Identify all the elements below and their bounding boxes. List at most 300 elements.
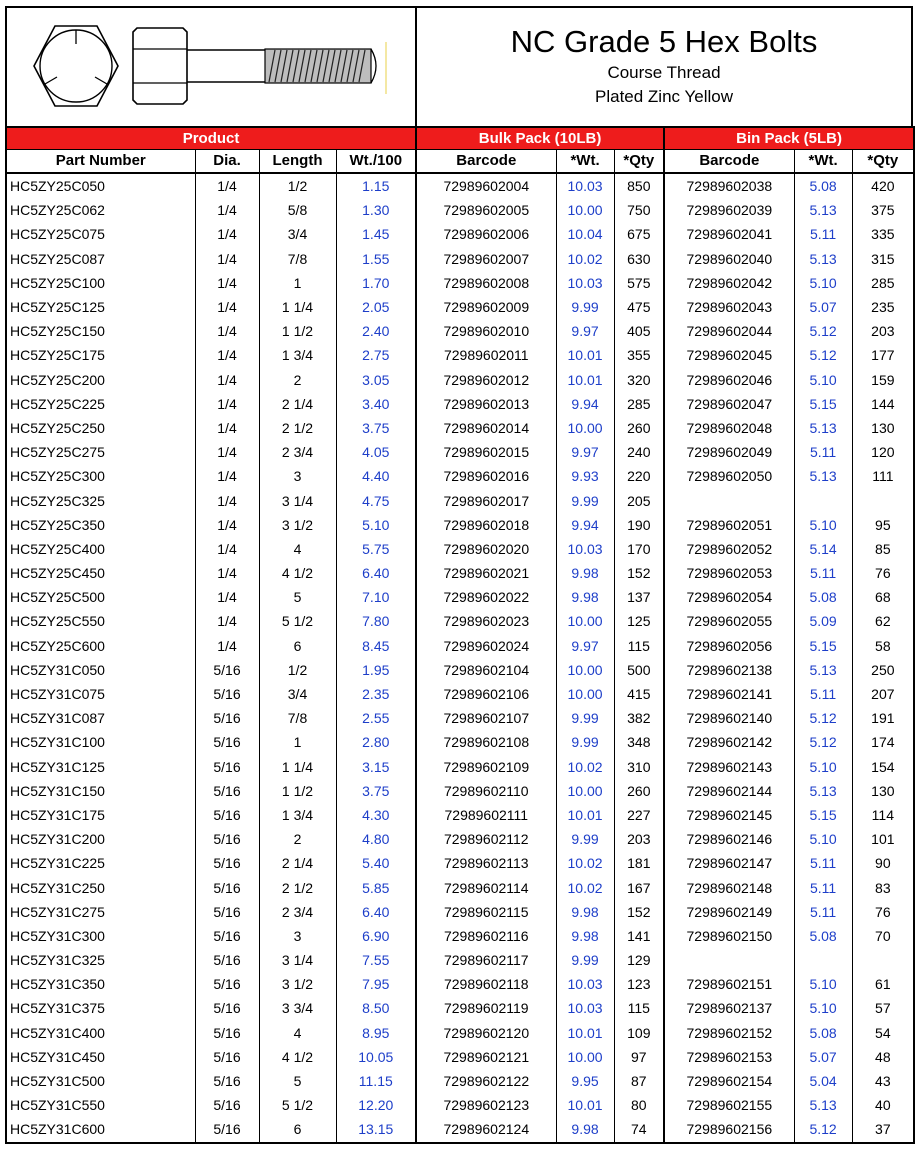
cell-bulk-qty: 123 — [614, 972, 664, 996]
cell-bin-qty: 90 — [852, 851, 914, 875]
cell-dia: 1/4 — [195, 513, 259, 537]
cell-bin-barcode: 72989602150 — [664, 924, 794, 948]
cell-dia: 1/4 — [195, 222, 259, 246]
sheet-header — [5, 6, 913, 126]
cell-dia: 1/4 — [195, 271, 259, 295]
cell-bin-wt: 5.10 — [794, 996, 852, 1020]
cell-bin-barcode: 72989602141 — [664, 682, 794, 706]
cell-bulk-qty: 190 — [614, 513, 664, 537]
cell-part-number: HC5ZY25C275 — [6, 440, 195, 464]
cell-length: 5 1/2 — [259, 609, 336, 633]
column-header-row — [6, 150, 914, 174]
cell-wt100: 11.15 — [336, 1069, 416, 1093]
cell-bulk-qty: 227 — [614, 803, 664, 827]
cell-bulk-barcode: 72989602123 — [416, 1093, 556, 1117]
cell-length: 7/8 — [259, 706, 336, 730]
table-row — [6, 513, 914, 537]
col-bin-wt: *Wt. — [794, 150, 852, 174]
group-product: Product — [6, 127, 416, 150]
cell-bin-barcode: 72989602143 — [664, 755, 794, 779]
cell-bin-qty: 250 — [852, 658, 914, 682]
cell-wt100: 6.40 — [336, 561, 416, 585]
cell-bin-barcode — [664, 948, 794, 972]
table-row — [6, 827, 914, 851]
cell-bulk-barcode: 72989602118 — [416, 972, 556, 996]
cell-bin-qty: 61 — [852, 972, 914, 996]
title-block — [417, 8, 911, 126]
cell-bulk-barcode: 72989602018 — [416, 513, 556, 537]
cell-bulk-wt: 9.98 — [556, 900, 614, 924]
cell-wt100: 5.40 — [336, 851, 416, 875]
col-bulk-barcode: Barcode — [416, 150, 556, 174]
cell-dia: 5/16 — [195, 972, 259, 996]
table-row — [6, 948, 914, 972]
cell-bin-qty: 144 — [852, 392, 914, 416]
table-row — [6, 222, 914, 246]
cell-part-number: HC5ZY25C450 — [6, 561, 195, 585]
cell-dia: 1/4 — [195, 488, 259, 512]
cell-bin-barcode: 72989602144 — [664, 779, 794, 803]
cell-bin-wt: 5.13 — [794, 658, 852, 682]
cell-bulk-wt: 9.98 — [556, 1117, 614, 1142]
cell-dia: 5/16 — [195, 803, 259, 827]
table-row — [6, 416, 914, 440]
cell-dia: 5/16 — [195, 827, 259, 851]
cell-bin-barcode: 72989602147 — [664, 851, 794, 875]
cell-bin-qty: 177 — [852, 343, 914, 367]
cell-part-number: HC5ZY31C075 — [6, 682, 195, 706]
cell-bulk-qty: 382 — [614, 706, 664, 730]
cell-length: 1 1/4 — [259, 755, 336, 779]
cell-part-number: HC5ZY25C200 — [6, 368, 195, 392]
cell-part-number: HC5ZY25C062 — [6, 198, 195, 222]
cell-bulk-qty: 260 — [614, 779, 664, 803]
cell-bulk-barcode: 72989602109 — [416, 755, 556, 779]
cell-bin-barcode: 72989602138 — [664, 658, 794, 682]
cell-bulk-barcode: 72989602113 — [416, 851, 556, 875]
table-row — [6, 875, 914, 899]
cell-bin-wt: 5.13 — [794, 247, 852, 271]
cell-bin-qty: 235 — [852, 295, 914, 319]
cell-bulk-wt: 10.00 — [556, 779, 614, 803]
cell-bulk-qty: 167 — [614, 875, 664, 899]
cell-bulk-qty: 152 — [614, 561, 664, 585]
cell-bin-qty: 48 — [852, 1045, 914, 1069]
table-row — [6, 1069, 914, 1093]
cell-bin-qty — [852, 948, 914, 972]
cell-length: 2 1/2 — [259, 875, 336, 899]
cell-wt100: 8.45 — [336, 634, 416, 658]
cell-bin-barcode: 72989602056 — [664, 634, 794, 658]
cell-bin-wt: 5.07 — [794, 295, 852, 319]
cell-wt100: 2.40 — [336, 319, 416, 343]
cell-wt100: 7.95 — [336, 972, 416, 996]
cell-bulk-qty: 80 — [614, 1093, 664, 1117]
cell-bulk-wt: 10.01 — [556, 343, 614, 367]
cell-bulk-qty: 115 — [614, 996, 664, 1020]
cell-bulk-wt: 9.98 — [556, 585, 614, 609]
cell-bin-qty: 40 — [852, 1093, 914, 1117]
table-row — [6, 634, 914, 658]
cell-part-number: HC5ZY25C150 — [6, 319, 195, 343]
cell-length: 3 — [259, 924, 336, 948]
cell-length: 2 3/4 — [259, 440, 336, 464]
cell-bulk-barcode: 72989602015 — [416, 440, 556, 464]
cell-dia: 5/16 — [195, 779, 259, 803]
table-row — [6, 488, 914, 512]
cell-bin-wt: 5.15 — [794, 392, 852, 416]
cell-bin-wt: 5.13 — [794, 198, 852, 222]
cell-part-number: HC5ZY25C100 — [6, 271, 195, 295]
cell-part-number: HC5ZY31C450 — [6, 1045, 195, 1069]
cell-dia: 5/16 — [195, 875, 259, 899]
table-row — [6, 1021, 914, 1045]
cell-part-number: HC5ZY31C500 — [6, 1069, 195, 1093]
cell-bulk-wt: 10.01 — [556, 368, 614, 392]
cell-bin-barcode: 72989602140 — [664, 706, 794, 730]
cell-bin-wt — [794, 488, 852, 512]
cell-bulk-wt: 10.04 — [556, 222, 614, 246]
cell-bulk-wt: 10.02 — [556, 247, 614, 271]
cell-wt100: 3.15 — [336, 755, 416, 779]
table-row — [6, 779, 914, 803]
cell-bin-barcode: 72989602049 — [664, 440, 794, 464]
cell-bin-qty: 420 — [852, 173, 914, 198]
cell-bin-wt: 5.12 — [794, 319, 852, 343]
cell-bulk-wt: 9.99 — [556, 488, 614, 512]
cell-length: 3 — [259, 464, 336, 488]
cell-bulk-qty: 74 — [614, 1117, 664, 1142]
cell-part-number: HC5ZY31C125 — [6, 755, 195, 779]
cell-part-number: HC5ZY31C087 — [6, 706, 195, 730]
cell-bin-qty: 154 — [852, 755, 914, 779]
cell-part-number: HC5ZY31C225 — [6, 851, 195, 875]
cell-bin-wt: 5.11 — [794, 900, 852, 924]
cell-bin-qty: 57 — [852, 996, 914, 1020]
cell-bulk-wt: 10.03 — [556, 972, 614, 996]
cell-bulk-barcode: 72989602009 — [416, 295, 556, 319]
cell-wt100: 1.70 — [336, 271, 416, 295]
cell-bin-qty: 130 — [852, 416, 914, 440]
cell-bulk-qty: 205 — [614, 488, 664, 512]
cell-bulk-wt: 9.94 — [556, 392, 614, 416]
bolt-illustration — [7, 8, 417, 126]
cell-bulk-qty: 355 — [614, 343, 664, 367]
cell-bulk-qty: 181 — [614, 851, 664, 875]
cell-bulk-wt: 10.03 — [556, 173, 614, 198]
cell-bin-qty: 37 — [852, 1117, 914, 1142]
table-row — [6, 392, 914, 416]
cell-bin-wt: 5.08 — [794, 173, 852, 198]
cell-part-number: HC5ZY25C400 — [6, 537, 195, 561]
bolt-side-icon — [133, 28, 386, 104]
cell-bulk-barcode: 72989602120 — [416, 1021, 556, 1045]
cell-bin-barcode: 72989602046 — [664, 368, 794, 392]
table-row — [6, 173, 914, 198]
cell-dia: 5/16 — [195, 1045, 259, 1069]
cell-bulk-wt: 9.99 — [556, 730, 614, 754]
table-row — [6, 440, 914, 464]
cell-bin-barcode: 72989602053 — [664, 561, 794, 585]
cell-bulk-barcode: 72989602007 — [416, 247, 556, 271]
cell-bulk-wt: 9.99 — [556, 827, 614, 851]
cell-length: 4 — [259, 1021, 336, 1045]
cell-bulk-wt: 9.98 — [556, 561, 614, 585]
cell-length: 1 1/2 — [259, 319, 336, 343]
cell-part-number: HC5ZY31C325 — [6, 948, 195, 972]
table-row — [6, 1117, 914, 1142]
cell-length: 3 1/4 — [259, 948, 336, 972]
cell-length: 6 — [259, 1117, 336, 1142]
cell-length: 1 1/4 — [259, 295, 336, 319]
cell-dia: 5/16 — [195, 924, 259, 948]
cell-length: 7/8 — [259, 247, 336, 271]
cell-bulk-wt: 9.97 — [556, 440, 614, 464]
cell-bin-wt: 5.08 — [794, 585, 852, 609]
table-row — [6, 295, 914, 319]
table-row — [6, 609, 914, 633]
cell-bin-wt: 5.12 — [794, 343, 852, 367]
cell-bulk-qty: 141 — [614, 924, 664, 948]
cell-part-number: HC5ZY25C050 — [6, 173, 195, 198]
cell-part-number: HC5ZY25C325 — [6, 488, 195, 512]
cell-dia: 1/4 — [195, 537, 259, 561]
cell-bulk-qty: 630 — [614, 247, 664, 271]
cell-bulk-wt: 9.98 — [556, 924, 614, 948]
cell-bin-qty: 315 — [852, 247, 914, 271]
cell-part-number: HC5ZY31C375 — [6, 996, 195, 1020]
cell-bulk-wt: 9.94 — [556, 513, 614, 537]
cell-bin-barcode: 72989602047 — [664, 392, 794, 416]
table-row — [6, 247, 914, 271]
cell-length: 1/2 — [259, 173, 336, 198]
cell-bulk-barcode: 72989602006 — [416, 222, 556, 246]
cell-bulk-wt: 10.00 — [556, 682, 614, 706]
cell-bulk-wt: 10.00 — [556, 1045, 614, 1069]
cell-dia: 5/16 — [195, 900, 259, 924]
cell-length: 2 3/4 — [259, 900, 336, 924]
cell-wt100: 4.75 — [336, 488, 416, 512]
cell-wt100: 10.05 — [336, 1045, 416, 1069]
cell-length: 1 — [259, 271, 336, 295]
cell-part-number: HC5ZY25C350 — [6, 513, 195, 537]
thread-subtitle: Course Thread — [607, 63, 721, 82]
cell-bulk-barcode: 72989602114 — [416, 875, 556, 899]
cell-bulk-barcode: 72989602111 — [416, 803, 556, 827]
cell-bin-wt: 5.10 — [794, 827, 852, 851]
cell-bin-qty — [852, 488, 914, 512]
cell-bulk-qty: 152 — [614, 900, 664, 924]
cell-bin-qty: 70 — [852, 924, 914, 948]
cell-wt100: 2.80 — [336, 730, 416, 754]
cell-bulk-qty: 203 — [614, 827, 664, 851]
cell-bulk-qty: 500 — [614, 658, 664, 682]
table-row — [6, 658, 914, 682]
table-row — [6, 585, 914, 609]
cell-dia: 5/16 — [195, 682, 259, 706]
cell-bin-barcode: 72989602137 — [664, 996, 794, 1020]
cell-bulk-qty: 675 — [614, 222, 664, 246]
table-row — [6, 198, 914, 222]
cell-bin-qty: 111 — [852, 464, 914, 488]
group-bin-pack: Bin Pack (5LB) — [664, 127, 914, 150]
col-wt100: Wt./100 — [336, 150, 416, 174]
cell-dia: 1/4 — [195, 368, 259, 392]
cell-dia: 5/16 — [195, 706, 259, 730]
cell-wt100: 3.40 — [336, 392, 416, 416]
cell-bulk-barcode: 72989602023 — [416, 609, 556, 633]
cell-dia: 1/4 — [195, 198, 259, 222]
cell-wt100: 5.75 — [336, 537, 416, 561]
cell-wt100: 3.75 — [336, 779, 416, 803]
cell-part-number: HC5ZY25C075 — [6, 222, 195, 246]
cell-bin-qty: 203 — [852, 319, 914, 343]
cell-bulk-barcode: 72989602004 — [416, 173, 556, 198]
cell-bulk-wt: 9.97 — [556, 634, 614, 658]
cell-bulk-wt: 10.01 — [556, 1021, 614, 1045]
table-row — [6, 755, 914, 779]
cell-bulk-qty: 87 — [614, 1069, 664, 1093]
cell-wt100: 7.10 — [336, 585, 416, 609]
cell-bulk-barcode: 72989602008 — [416, 271, 556, 295]
cell-bin-barcode: 72989602042 — [664, 271, 794, 295]
cell-bin-barcode: 72989602038 — [664, 173, 794, 198]
cell-part-number: HC5ZY31C600 — [6, 1117, 195, 1142]
cell-bin-wt: 5.10 — [794, 755, 852, 779]
cell-length: 1 1/2 — [259, 779, 336, 803]
cell-wt100: 2.75 — [336, 343, 416, 367]
cell-bin-qty: 114 — [852, 803, 914, 827]
cell-length: 2 1/4 — [259, 851, 336, 875]
cell-bin-wt: 5.10 — [794, 368, 852, 392]
cell-bulk-qty: 240 — [614, 440, 664, 464]
cell-bin-barcode: 72989602045 — [664, 343, 794, 367]
cell-part-number: HC5ZY25C600 — [6, 634, 195, 658]
cell-bin-wt: 5.10 — [794, 972, 852, 996]
cell-bulk-wt: 9.95 — [556, 1069, 614, 1093]
cell-length: 3 1/2 — [259, 972, 336, 996]
cell-part-number: HC5ZY25C500 — [6, 585, 195, 609]
cell-part-number: HC5ZY31C275 — [6, 900, 195, 924]
cell-part-number: HC5ZY31C400 — [6, 1021, 195, 1045]
cell-part-number: HC5ZY31C300 — [6, 924, 195, 948]
cell-dia: 5/16 — [195, 730, 259, 754]
cell-bulk-wt: 10.03 — [556, 271, 614, 295]
cell-dia: 1/4 — [195, 464, 259, 488]
cell-wt100: 8.95 — [336, 1021, 416, 1045]
cell-part-number: HC5ZY31C100 — [6, 730, 195, 754]
cell-bin-wt: 5.08 — [794, 1021, 852, 1045]
cell-bin-barcode: 72989602151 — [664, 972, 794, 996]
cell-bulk-barcode: 72989602119 — [416, 996, 556, 1020]
cell-dia: 1/4 — [195, 634, 259, 658]
cell-dia: 1/4 — [195, 416, 259, 440]
cell-bin-wt: 5.10 — [794, 271, 852, 295]
cell-dia: 5/16 — [195, 1069, 259, 1093]
cell-bin-barcode: 72989602146 — [664, 827, 794, 851]
table-row — [6, 900, 914, 924]
cell-wt100: 6.90 — [336, 924, 416, 948]
cell-bulk-qty: 320 — [614, 368, 664, 392]
col-dia: Dia. — [195, 150, 259, 174]
cell-dia: 5/16 — [195, 755, 259, 779]
cell-wt100: 7.55 — [336, 948, 416, 972]
cell-length: 2 — [259, 827, 336, 851]
cell-bulk-qty: 129 — [614, 948, 664, 972]
cell-length: 5 — [259, 585, 336, 609]
cell-bulk-barcode: 72989602010 — [416, 319, 556, 343]
cell-bulk-barcode: 72989602013 — [416, 392, 556, 416]
cell-bulk-barcode: 72989602108 — [416, 730, 556, 754]
cell-bulk-qty: 170 — [614, 537, 664, 561]
cell-bin-wt: 5.11 — [794, 875, 852, 899]
cell-bulk-qty: 348 — [614, 730, 664, 754]
cell-bulk-wt: 9.99 — [556, 948, 614, 972]
cell-bulk-barcode: 72989602121 — [416, 1045, 556, 1069]
bolt-drawing — [25, 18, 405, 118]
cell-part-number: HC5ZY31C350 — [6, 972, 195, 996]
cell-bin-barcode: 72989602155 — [664, 1093, 794, 1117]
cell-wt100: 5.85 — [336, 875, 416, 899]
cell-bulk-wt: 10.00 — [556, 198, 614, 222]
cell-bulk-barcode: 72989602115 — [416, 900, 556, 924]
col-part-number: Part Number — [6, 150, 195, 174]
cell-bin-qty: 62 — [852, 609, 914, 633]
table-row — [6, 537, 914, 561]
cell-bulk-wt: 10.01 — [556, 803, 614, 827]
table-row — [6, 271, 914, 295]
cell-length: 3 1/4 — [259, 488, 336, 512]
cell-bin-qty: 101 — [852, 827, 914, 851]
cell-bin-wt: 5.11 — [794, 851, 852, 875]
cell-part-number: HC5ZY25C175 — [6, 343, 195, 367]
cell-bulk-qty: 310 — [614, 755, 664, 779]
cell-bulk-barcode: 72989602014 — [416, 416, 556, 440]
cell-bin-barcode: 72989602043 — [664, 295, 794, 319]
cell-dia: 1/4 — [195, 440, 259, 464]
cell-length: 5/8 — [259, 198, 336, 222]
cell-length: 1 3/4 — [259, 343, 336, 367]
cell-part-number: HC5ZY25C250 — [6, 416, 195, 440]
cell-length: 2 — [259, 368, 336, 392]
cell-bulk-wt: 10.00 — [556, 609, 614, 633]
cell-bin-wt: 5.14 — [794, 537, 852, 561]
cell-dia: 5/16 — [195, 1117, 259, 1142]
cell-length: 1/2 — [259, 658, 336, 682]
cell-bulk-wt: 10.03 — [556, 996, 614, 1020]
cell-bin-barcode: 72989602156 — [664, 1117, 794, 1142]
cell-dia: 5/16 — [195, 851, 259, 875]
cell-wt100: 3.05 — [336, 368, 416, 392]
cell-wt100: 1.45 — [336, 222, 416, 246]
table-row — [6, 996, 914, 1020]
cell-part-number: HC5ZY25C087 — [6, 247, 195, 271]
table-row — [6, 682, 914, 706]
cell-wt100: 3.75 — [336, 416, 416, 440]
cell-bulk-barcode: 72989602117 — [416, 948, 556, 972]
cell-wt100: 4.40 — [336, 464, 416, 488]
cell-length: 5 — [259, 1069, 336, 1093]
cell-bin-wt: 5.13 — [794, 416, 852, 440]
cell-wt100: 13.15 — [336, 1117, 416, 1142]
cell-wt100: 1.15 — [336, 173, 416, 198]
cell-bulk-qty: 97 — [614, 1045, 664, 1069]
cell-dia: 1/4 — [195, 173, 259, 198]
cell-length: 3/4 — [259, 222, 336, 246]
cell-bin-barcode: 72989602048 — [664, 416, 794, 440]
cell-bin-barcode: 72989602153 — [664, 1045, 794, 1069]
cell-part-number: HC5ZY25C225 — [6, 392, 195, 416]
